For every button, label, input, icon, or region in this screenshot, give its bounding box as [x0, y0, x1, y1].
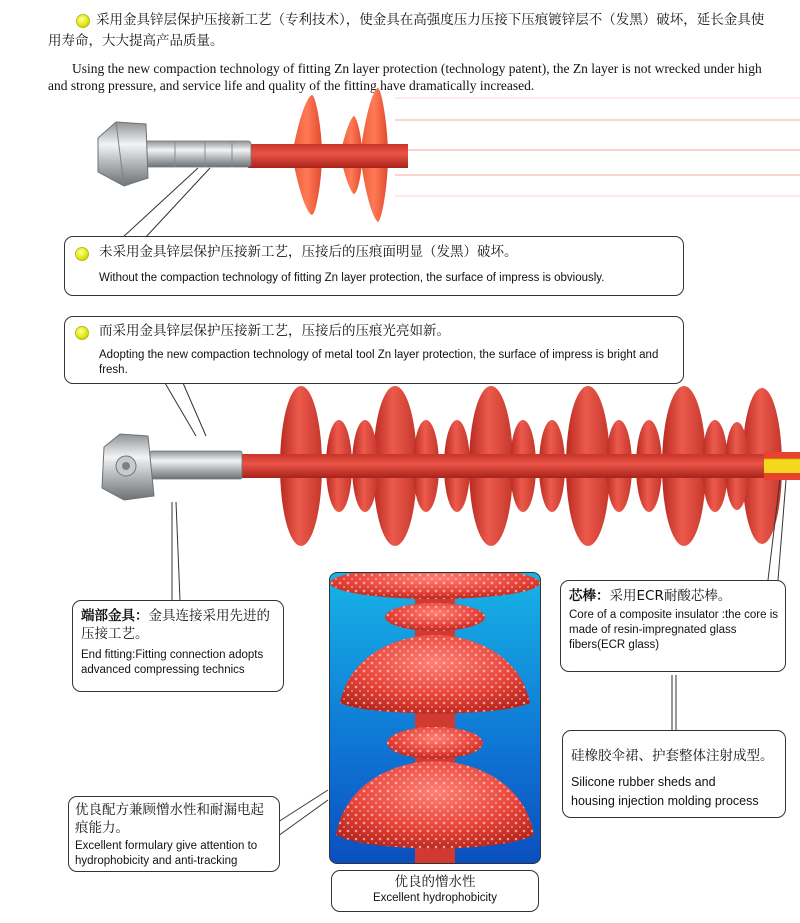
- formulary-cn: 优良配方兼顾憎水性和耐漏电起痕能力。: [75, 802, 264, 836]
- core-en: Core of a composite insulator :the core is made of resin-impregnated glass fibers(ECR glass): [569, 609, 779, 651]
- end-fitting-cn-bold: 端部金具：: [81, 608, 149, 624]
- callout-adopting-en: Adopting the new compaction technology of metal tool Zn layer protection, the surface of impress is bright and fresh.: [99, 349, 659, 376]
- callout-without-en: Without the compaction technology of fitting Zn layer protection, the surface of impress is obviously.: [99, 272, 605, 284]
- core-box: [560, 580, 786, 672]
- callout-without-technology: [64, 236, 684, 296]
- sheds-en: Silicone rubber sheds and housing injection molding process: [571, 775, 759, 808]
- callout-adopting-technology: [64, 316, 684, 384]
- core-cn-body: 采用ECR耐酸芯棒。: [609, 588, 732, 604]
- callout-without-cn: 未采用金具锌层保护压接新工艺，压接后的压痕面明显（发黑）破坏。: [99, 244, 518, 260]
- photo-caption-box: [331, 870, 539, 912]
- callout-without-bullet-icon: [75, 247, 89, 261]
- callout-adopting-bullet-icon: [75, 326, 89, 340]
- sheds-cn: 硅橡胶伞裙、护套整体注射成型。: [571, 748, 774, 764]
- core-cn-bold: 芯棒：: [569, 588, 610, 604]
- intro-cn-text: 采用金具锌层保护压接新工艺（专利技术），使金具在高强度压力压接下压痕镀锌层不（发黑）破坏，延长金具使用寿命，大大提高产品质量。: [48, 12, 765, 49]
- photo-caption-cn: 优良的憎水性: [394, 874, 476, 890]
- formulary-box: [68, 796, 280, 872]
- top-insulator: [98, 88, 800, 222]
- bottom-insulator: [102, 386, 800, 546]
- end-fitting-box: [72, 600, 284, 692]
- end-fitting-cn-body: 金具连接采用先进的压接工艺。: [81, 608, 270, 642]
- photo-caption-en: Excellent hydrophobicity: [372, 892, 497, 904]
- intro-en-text: Using the new compaction technology of fitting Zn layer protection (technology patent), the Zn layer is not wrecked under high and strong pressure, and service life and quality of the fitting have dramatically increased.: [48, 61, 762, 93]
- formulary-en: Excellent formulary give attention to hydrophobicity and anti-tracking: [75, 840, 258, 867]
- hydrophobicity-photo: [329, 572, 541, 864]
- sheds-box: [562, 730, 786, 818]
- end-fitting-en: End fitting:Fitting connection adopts advanced compressing technics: [81, 649, 264, 676]
- core-cn: [569, 587, 779, 605]
- end-fitting-cn: [81, 607, 279, 643]
- callout-adopting-cn: 而采用金具锌层保护压接新工艺，压接后的压痕光亮如新。: [99, 323, 450, 339]
- hydrophobicity-sheds-graphic: [330, 573, 540, 863]
